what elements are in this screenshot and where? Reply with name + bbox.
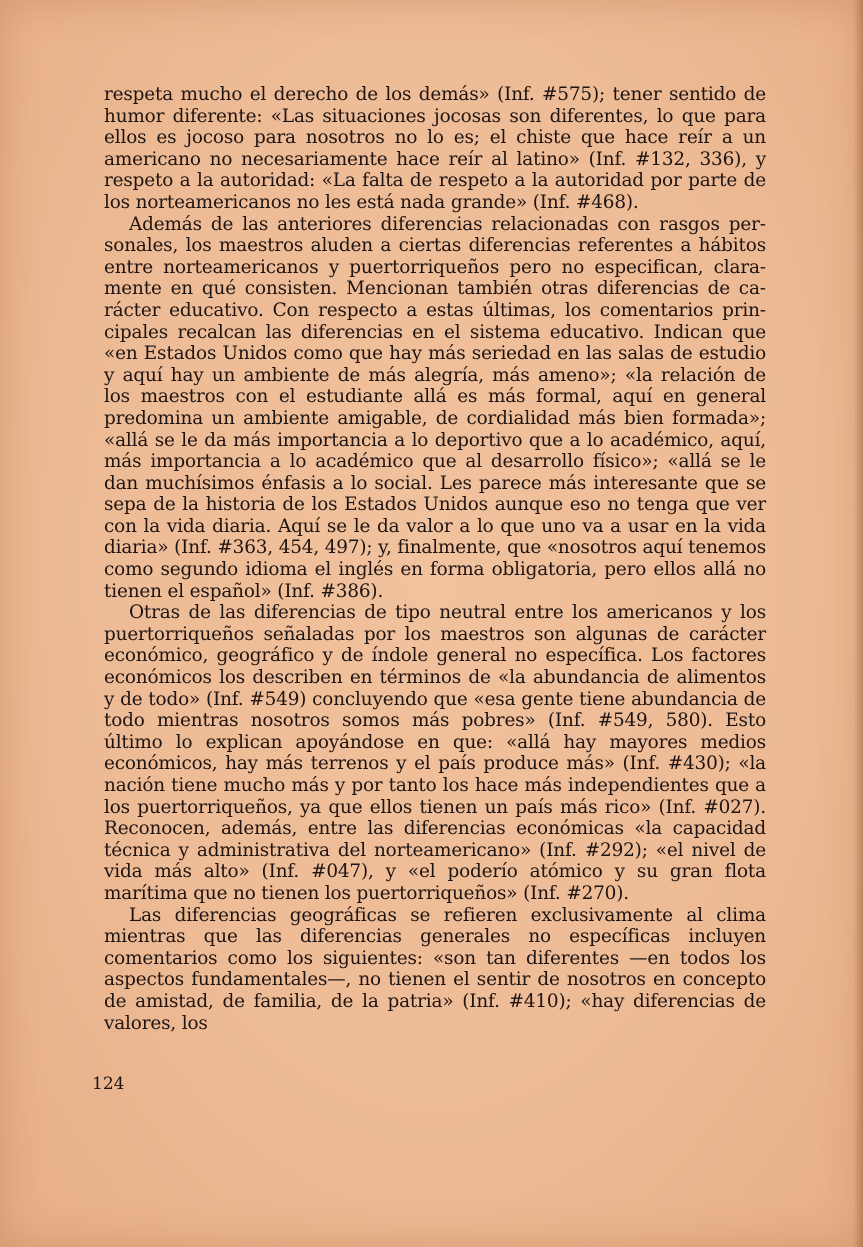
paragraph-educational-differences: Además de las anteriores diferencias relacionadas con rasgos personales, los maestros aluden a ciertas diferencias referentes a hábitos entre norteamericanos y puertorriqueños pero no especifican, claramente en qué consisten. Mencionan también otras diferencias de carácter educativo. Con respecto a estas últimas, los comentarios principales recalcan las diferencias en el sistema educativo. Indican que «en Estados Unidos como que hay más seriedad en las salas de estudio y aquí hay un ambiente de más alegría, más ameno»; «la relación de los maestros con el estudiante allá es más formal, aquí en general predomina un ambiente amigable, de cordialidad más bien formada»; «allá se le da más importancia a lo deportivo que a lo académico, aquí, más importancia a lo académico que al desarrollo físico»; «allá se le dan muchísimos énfasis a lo social. Les parece más interesante que se sepa de la historia de los Estados Unidos aunque eso no tenga que ver con la vida diaria. Aquí se le da valor a lo que uno va a usar en la vida diaria» (Inf. #363, 454, 497); y, finalmente, que «nosotros aquí tenemos como segundo idioma el inglés en forma obligatoria, pero ellos allá no tienen el español» (Inf. #386). (104, 213, 766, 602)
page-edge-shadow (853, 0, 863, 1247)
paragraph-geographic-differences: Las diferencias geográficas se refieren exclusivamente al clima mientras que las diferencias generales no específicas incluyen comentarios como los siguientes: «son tan diferentes —en todos los aspectos fundamentales—, no tienen el sentir de nosotros en concepto de amistad, de familia, de la patria» (Inf. #410); «hay diferencias de valores, los (104, 904, 766, 1034)
paragraph-economic-differences: Otras de las diferencias de tipo neutral entre los americanos y los puertorriqueños señaladas por los maestros son algunas de carácter económico, geográfico y de índole general no específica. Los factores económicos los describen en términos de «la abundancia de alimentos y de todo» (Inf. #549) concluyendo que «esa gente tiene abundancia de todo mientras nosotros somos más pobres» (Inf. #549, 580). Esto último lo explican apoyándose en que: «allá hay mayores medios económicos, hay más terrenos y el país produce más» (Inf. #430); «la nación tiene mucho más y por tanto los hace más independientes que a los puertorriqueños, ya que ellos tienen un país más rico» (Inf. #027). Reconocen, además, entre las diferencias económicas «la capacidad técnica y administrativa del norteamericano» (Inf. #292); «el nivel de vida más alto» (Inf. #047), y «el poderío atómico y su gran flota marítima que no tienen los puertorriqueños» (Inf. #270). (104, 602, 766, 904)
body-text (104, 84, 766, 1034)
page-number: 124 (92, 1074, 125, 1094)
paragraph-continuation: respeta mucho el derecho de los demás» (Inf. #575); tener sentido de humor diferente: «Las situaciones jocosas son diferentes, lo que para ellos es jocoso para nosotros no lo es; el chiste que hace reír a un americano no necesariamente hace reír al latino» (Inf. #132, 336), y respeto a la autoridad: «La falta de respeto a la autoridad por parte de los norteamericanos no les está nada grande» (Inf. #468). (104, 84, 766, 213)
